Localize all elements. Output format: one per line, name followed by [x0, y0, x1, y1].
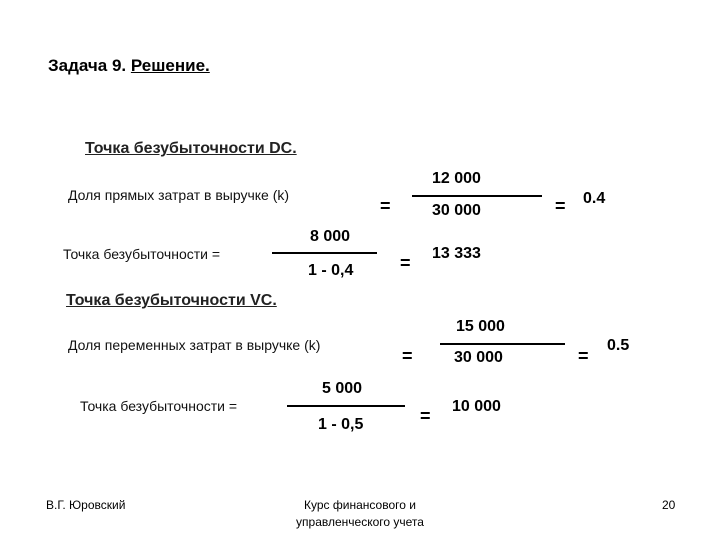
vc-share-fraction-line [440, 343, 565, 345]
dc-share-denominator: 30 000 [432, 202, 481, 219]
dc-share-fraction-line [412, 195, 542, 197]
vc-bep-fraction-line [287, 405, 405, 407]
vc-bep-numerator: 5 000 [322, 380, 363, 397]
vc-bep-denominator: 1 - 0,5 [318, 416, 364, 433]
vc-heading: Точка безубыточности VC. [66, 292, 277, 309]
vc-share-equals-2: = [578, 346, 589, 366]
footer-course-line1: Курс финансового и [304, 498, 416, 512]
vc-bep-label: Точка безубыточности = [80, 398, 238, 414]
title-prefix: Задача 9. [48, 56, 127, 75]
vc-share-numerator: 15 000 [456, 318, 505, 335]
vc-share-denominator: 30 000 [454, 349, 503, 366]
vc-share-equals: = [402, 346, 413, 366]
dc-share-equals-2: = [555, 196, 566, 216]
vc-share-label: Доля переменных затрат в выручке (k) [68, 337, 321, 353]
dc-heading: Точка безубыточности DC. [85, 140, 297, 157]
page-number: 20 [662, 498, 676, 512]
vc-share-result: 0.5 [607, 337, 630, 354]
dc-bep-equals: = [400, 253, 411, 273]
dc-bep-denominator: 1 - 0,4 [308, 262, 354, 279]
vc-bep-equals: = [420, 406, 431, 426]
dc-share-equals: = [380, 196, 391, 216]
vc-bep-result: 10 000 [452, 398, 501, 415]
footer-course-line2: управленческого учета [296, 515, 424, 529]
footer-author: В.Г. Юровский [46, 498, 126, 512]
dc-bep-result: 13 333 [432, 245, 481, 262]
dc-share-result: 0.4 [583, 190, 606, 207]
dc-bep-label: Точка безубыточности = [63, 246, 221, 262]
footer-course [285, 498, 435, 529]
dc-share-label: Доля прямых затрат в выручке (k) [68, 187, 290, 203]
slide-title [48, 56, 210, 76]
dc-bep-numerator: 8 000 [310, 228, 351, 245]
dc-bep-fraction-line [272, 252, 377, 254]
title-underlined: Решение. [130, 56, 210, 75]
dc-share-numerator: 12 000 [432, 170, 481, 187]
